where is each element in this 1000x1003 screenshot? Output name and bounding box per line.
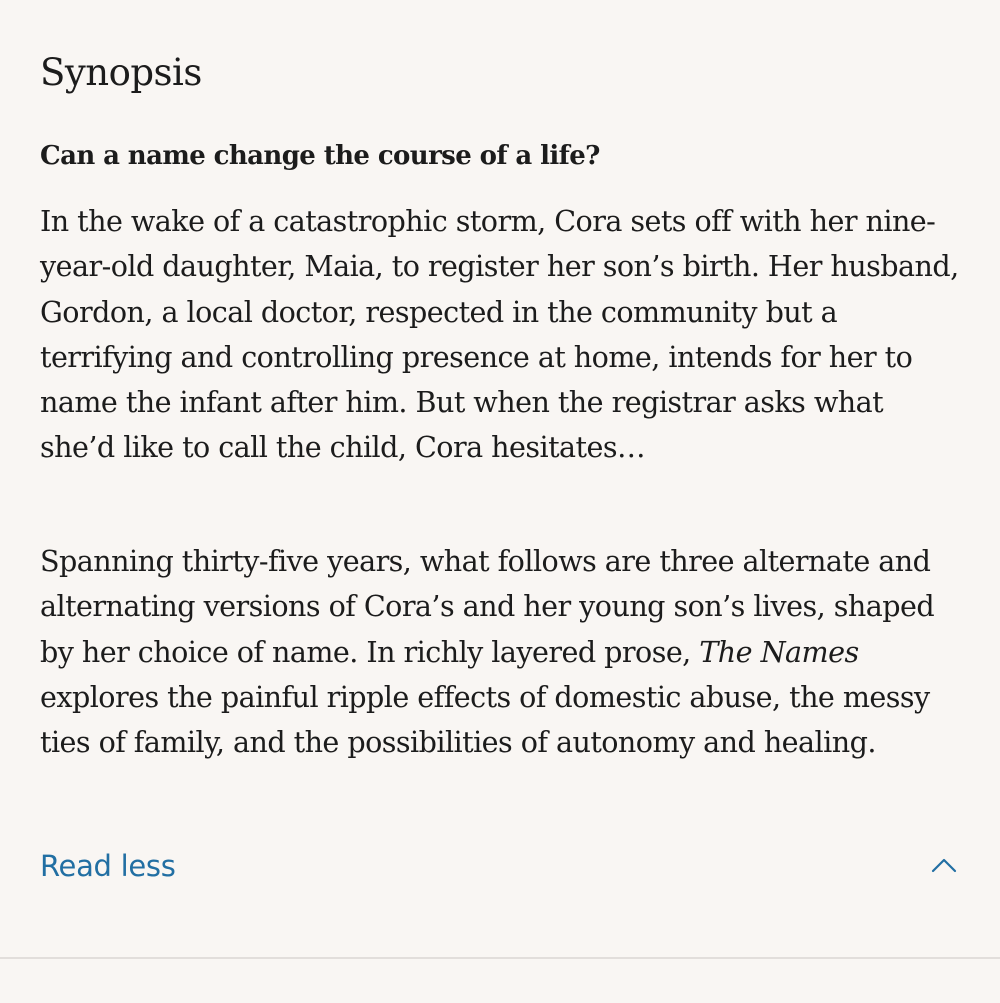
divider — [0, 957, 1000, 959]
chevron-up-icon[interactable] — [928, 854, 960, 878]
read-less-link[interactable]: Read less — [40, 849, 176, 883]
read-less-toggle[interactable] — [40, 846, 960, 886]
book-title: The Names — [699, 634, 859, 669]
synopsis-paragraph: In the wake of a catastrophic storm, Cora sets off with her nine-year-old daughter, Maia, to register her son’s birth. Her husband, Gordon, a local doctor, respected in the community but a terrifying and controlling presence at home, intends for her to name the infant after him. But when the registrar asks what she’d like to call the child, Cora hesitates… — [40, 204, 959, 465]
tagline: Can a name change the course of a life? — [40, 141, 600, 171]
section-title: Synopsis — [40, 51, 202, 94]
paragraph-text: Spanning thirty-five years, what follows are three alternate and alternating versions of Cora’s and her young son’s lives, shaped by her choice of name. In richly layered prose, — [40, 544, 935, 669]
synopsis-paragraph — [40, 539, 960, 765]
paragraph-text: explores the painful ripple effects of domestic abuse, the messy ties of family, and the possibilities of autonomy and healing. — [40, 679, 930, 760]
